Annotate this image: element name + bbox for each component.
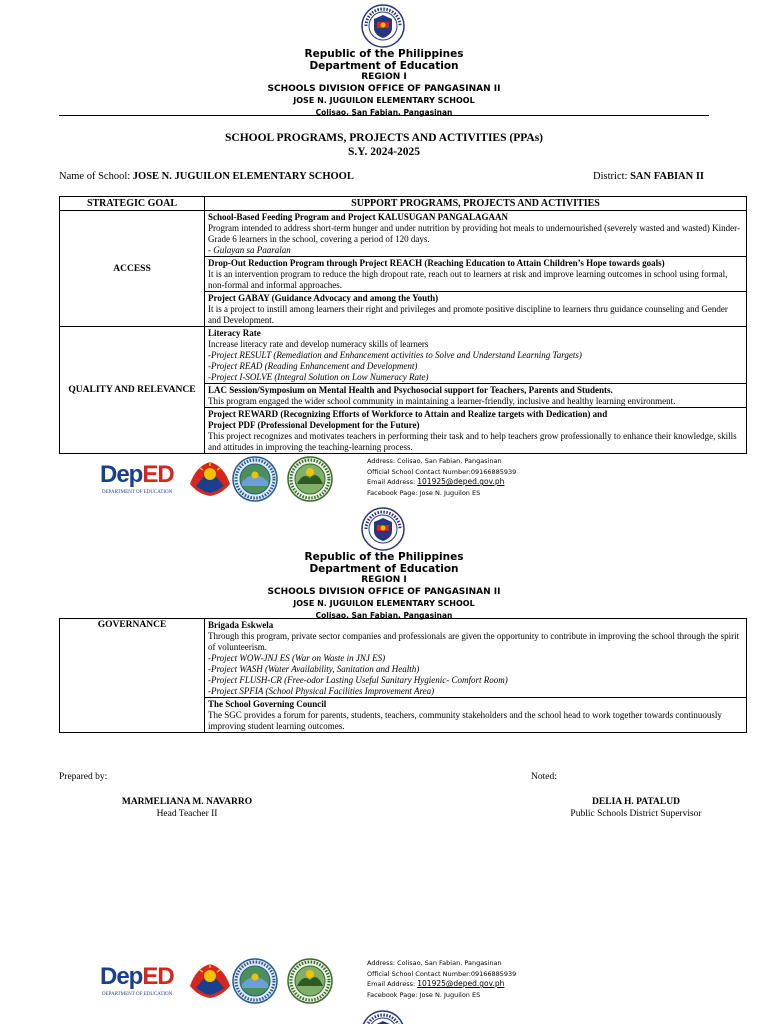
school-seal-icon (286, 958, 334, 1004)
program-cell (205, 384, 747, 408)
program-cell (205, 408, 747, 454)
noted-title: Public Schools District Supervisor (570, 809, 702, 819)
goal-governance: GOVERNANCE (60, 619, 205, 733)
email-link[interactable]: 101925@deped.gov.ph (417, 477, 505, 486)
program-description: It is a project to instill among learners their right and privileges and promote positive discipline to learners thru guidance counseling and Gender and Development. (208, 304, 728, 325)
program-subitem: -Project WASH (Water Availability, Sanitation and Health) (208, 664, 420, 674)
program-subitem: - Gulayan sa Paaralan (208, 245, 291, 255)
deped-subtitle: DEPARTMENT OF EDUCATION (102, 992, 173, 997)
region-line: REGION I (361, 72, 407, 82)
program-title: Drop-Out Reduction Program through Project REACH (Reaching Education to Attain Children’s Hope towards goals) (208, 258, 665, 268)
location-line: Colisao, San Fabian, Pangasinan (315, 107, 453, 117)
goal-access: ACCESS (60, 211, 205, 327)
location-line: Colisao, San Fabian, Pangasinan (315, 610, 453, 620)
program-title: Brigada Eskwela (208, 620, 274, 630)
table-header-row (60, 197, 747, 211)
email-line (367, 979, 516, 990)
program-cell (205, 257, 747, 292)
division-seal-icon (232, 456, 278, 502)
program-description: Increase literacy rate and develop numeracy skills of learners (208, 339, 429, 349)
footer-page2 (100, 958, 660, 1008)
republic-line: Republic of the Philippines (304, 551, 464, 563)
contact-number-line: Official School Contact Number:09166885939 (367, 969, 517, 978)
bagong-pilipinas-icon (186, 958, 234, 1004)
program-cell (205, 698, 747, 733)
republic-line: Republic of the Philippines (304, 48, 464, 60)
deped-seal-icon (361, 507, 405, 551)
prepared-title: Head Teacher II (156, 809, 218, 819)
program-title: School-Based Feeding Program and Project KALUSUGAN PANGALAGAAN (208, 212, 508, 222)
document-title: SCHOOL PROGRAMS, PROJECTS AND ACTIVITIES (PPAs) (225, 132, 543, 144)
address-line: Address: Colisao, San Fabian, Pangasinan (367, 959, 502, 967)
header-divider (59, 115, 709, 116)
program-title: Literacy Rate (208, 328, 261, 338)
program-description: The SGC provides a forum for parents, students, teachers, community stakeholders and the school head to work together towards continuously improving student learning outcomes. (208, 710, 722, 731)
division-line: SCHOOLS DIVISION OFFICE OF PANGASINAN II (267, 83, 501, 94)
program-description: It is an intervention program to reduce the high dropout rate, reach out to learners at risk and improve learning outcomes in school using formal, non-formal and informal approaches. (208, 269, 728, 290)
program-title: Project REWARD (Recognizing Efforts of Workforce to Attain and Realize targets with Dedication) and (208, 409, 608, 419)
table-row (60, 211, 747, 257)
region-line: REGION I (361, 575, 407, 585)
program-cell (205, 292, 747, 327)
contact-block (367, 456, 516, 498)
division-seal-icon (232, 958, 278, 1004)
program-description: This project recognizes and motivates teachers in performing their task and to help teachers grow professionally to enhance their knowledge, skills and attitudes in improving the teaching-learning process. (208, 431, 737, 452)
bagong-pilipinas-icon (186, 456, 234, 502)
program-title: LAC Session/Symposium on Mental Health and Psychosocial support for Teachers, Parents and Students. (208, 385, 613, 395)
program-cell (205, 619, 747, 698)
deped-logo (100, 461, 184, 499)
deped-seal-icon (361, 4, 405, 48)
deped-wordmark: DepED (100, 963, 174, 990)
program-subitem: -Project SPFIA (School Physical Facilities Improvement Area) (208, 686, 435, 696)
contact-block (367, 958, 516, 1000)
noted-signature (536, 796, 736, 820)
program-description: Program intended to address short-term hunger and under nutrition by providing hot meals to undernourished (severely wasted and wasted) Kinder-Grade 6 learners in the school, covering a period of 120 days. (208, 223, 740, 244)
district-label: District: (593, 171, 628, 182)
email-line (367, 477, 516, 488)
email-label: Email Address: (367, 478, 416, 486)
school-line: JOSE N. JUGUILON ELEMENTARY SCHOOL (293, 599, 475, 608)
deped-subtitle: DEPARTMENT OF EDUCATION (102, 490, 173, 495)
school-line: JOSE N. JUGUILON ELEMENTARY SCHOOL (293, 96, 475, 105)
program-title: The School Governing Council (208, 699, 327, 709)
facebook-line: Facebook Page: Jose N. Juguilon ES (367, 990, 481, 999)
school-label: Name of School: (59, 171, 131, 182)
email-link[interactable]: 101925@deped.gov.ph (417, 979, 505, 988)
ppa-table-page1 (59, 196, 747, 454)
program-title: Project PDF (Professional Development for the Future) (208, 420, 420, 430)
program-subitem: -Project WOW-JNJ ES (War on Waste in JNJ ES) (208, 653, 386, 663)
district-name: SAN FABIAN II (630, 171, 704, 182)
noted-label: Noted: (531, 772, 557, 782)
program-subitem: -Project READ (Reading Enhancement and Development) (208, 361, 418, 371)
school-seal-icon (286, 456, 334, 502)
program-subitem: -Project FLUSH-CR (Free-odor Lasting Useful Sanitary Hygienic- Comfort Room) (208, 675, 508, 685)
ppa-table-page2 (59, 618, 747, 733)
noted-name: DELIA H. PATALUD (592, 797, 680, 807)
program-cell (205, 211, 747, 257)
letterhead-page2 (0, 552, 768, 621)
program-cell (205, 327, 747, 384)
prepared-signature (85, 796, 289, 820)
table-row (60, 619, 747, 698)
goal-quality: QUALITY AND RELEVANCE (60, 327, 205, 454)
department-line: Department of Education (309, 562, 459, 575)
program-description: Through this program, private sector companies and professionals are given the opportunity to contribute in improving the school through the spirit of volunteerism. (208, 631, 740, 652)
address-line: Address: Colisao, San Fabian, Pangasinan (367, 457, 502, 465)
prepared-name: MARMELIANA M. NAVARRO (121, 797, 253, 807)
deped-seal-icon (361, 1010, 405, 1024)
col-strategic-goal: STRATEGIC GOAL (60, 197, 205, 211)
school-year: S.Y. 2024-2025 (347, 146, 421, 158)
school-name: JOSE N. JUGUILON ELEMENTARY SCHOOL (132, 171, 354, 182)
program-subitem: -Project I-SOLVE (Integral Solution on Low Numeracy Rate) (208, 372, 429, 382)
footer-page1 (100, 456, 660, 506)
deped-wordmark: DepED (100, 461, 174, 488)
department-line: Department of Education (309, 59, 459, 72)
school-info-line (59, 171, 709, 182)
district-info (593, 171, 704, 182)
prepared-label: Prepared by: (59, 772, 108, 782)
email-label: Email Address: (367, 980, 416, 988)
facebook-line: Facebook Page: Jose N. Juguilon ES (367, 488, 481, 497)
document-title-block (0, 131, 768, 159)
contact-number-line: Official School Contact Number:09166885939 (367, 467, 517, 476)
program-title: Project GABAY (Guidance Advocacy and among the Youth) (208, 293, 439, 303)
letterhead (0, 49, 768, 118)
division-line: SCHOOLS DIVISION OFFICE OF PANGASINAN II (267, 586, 501, 597)
program-description: This program engaged the wider school community in maintaining a learner-friendly, inclusive and healthy learning environment. (208, 396, 676, 406)
deped-logo (100, 963, 184, 1001)
program-subitem: -Project RESULT (Remediation and Enhancement activities to Solve and Understand Learning Targets) (208, 350, 582, 360)
table-row (60, 327, 747, 384)
col-support-programs: SUPPORT PROGRAMS, PROJECTS AND ACTIVITIES (205, 197, 747, 211)
